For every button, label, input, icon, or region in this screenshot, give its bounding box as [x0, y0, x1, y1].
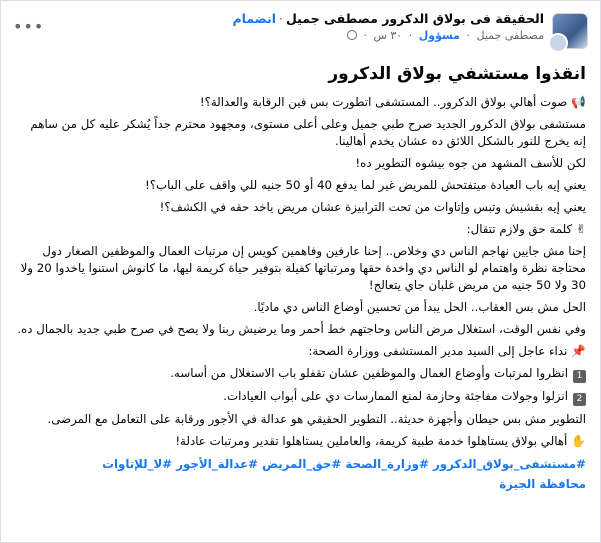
author-name-link[interactable]: مصطفى جميل	[476, 29, 544, 42]
post-paragraph: مستشفى بولاق الدكرور الجديد صرح طبي جميل وعلى أعلى مستوى، ومجهود محترم جداً يُشكر عليه كل من ساهم إنه يخرج للنور بالشكل اللائق ده عشان يخدم أهالينا.	[30, 117, 586, 148]
paragraph-text: نداء عاجل إلى السيد مدير المستشفى ووزارة الصحة:	[308, 344, 568, 358]
separator-dot: ·	[408, 29, 413, 42]
post-paragraph: لكن للأسف المشهد من جوه بيشوه التطوير ده!	[355, 156, 586, 170]
separator-dot: ·	[363, 29, 367, 42]
post-paragraph	[15, 343, 586, 360]
separator-dot: ·	[466, 29, 470, 42]
megaphone-icon: 📢	[571, 95, 586, 109]
post-time-link[interactable]: ٣٠ س	[373, 29, 403, 42]
author-avatar[interactable]	[548, 33, 568, 53]
raised-hand-icon: ✋	[571, 434, 586, 448]
post-paragraph	[15, 388, 586, 406]
group-name-link[interactable]: الحقيقة فى بولاق الدكرور مصطفى جميل	[285, 11, 544, 26]
separator-dot: ·	[279, 11, 283, 26]
post-paragraph	[15, 221, 586, 238]
post-paragraph	[15, 365, 586, 383]
more-options-icon[interactable]: •••	[13, 17, 45, 36]
post-paragraph: الحل مش بس العقاب.. الحل يبدأ من تحسين أوضاع الناس دي ماديًا.	[253, 300, 586, 314]
post-paragraph	[15, 94, 586, 111]
location-link[interactable]: محافظة الجيزة	[499, 477, 586, 491]
post-title: انقذوا مستشفي بولاق الدكرور	[328, 64, 586, 84]
post-header	[13, 9, 588, 55]
post-body	[15, 63, 586, 491]
join-button[interactable]: انضمام	[232, 11, 276, 26]
paragraph-text: انزلوا وجولات مفاجئة وحازمة لمنع الممارسات دي على أبواب العيادات.	[223, 389, 568, 403]
hand-icon: ✌	[576, 222, 586, 236]
post-paragraph: يعني إيه بقشيش وتبس وإتاوات من تحت الترابيزة عشان مريض ياخد حقه في الكشف؟!	[159, 200, 586, 214]
post-paragraph	[15, 433, 586, 450]
post-paragraph: يعني إيه باب العيادة ميتفتحش للمريض غير لما يدفع 40 أو 50 جنيه للي واقف على الباب؟!	[144, 178, 586, 192]
hashtags-link[interactable]: #مستشفى_بولاق_الدكرور #وزارة_الصحة #حق_المريض #عدالة_الأجور #لا_للإتاوات	[102, 457, 586, 471]
post-paragraph: إحنا مش جايين نهاجم الناس دي وخلاص.. إحنا عارفين وفاهمين كويس إن مرتبات العمال والموظفين الصغار دول محتاجة نظرة واهتمام لو الناس دي واخدة حقها ومرتباتها كفيلة بتوفير حياة كريمة ليها، ما كانوش استنوا ياخدوا 20 ولا 30 ولا 50 جنيه من مريض غلبان جاي يتعالج!	[20, 244, 586, 292]
post-paragraph: التطوير مش بس حيطان وأجهزة حديثة.. التطوير الحقيقي هو عدالة في الأجور ورقابة على التعامل مع المرضى.	[47, 412, 586, 426]
number-one-icon: 1	[573, 370, 586, 383]
number-two-icon: 2	[573, 393, 586, 406]
paragraph-text: كلمة حق ولازم تتقال:	[466, 222, 573, 236]
admin-badge: مسؤول	[418, 29, 460, 42]
paragraph-text: أهالي بولاق يستاهلوا خدمة طبية كريمة، والعاملين يستاهلوا تقدير ومرتبات عادلة!	[175, 434, 568, 448]
paragraph-text: انظروا لمرتبات وأوضاع العمال والموظفين عشان تقفلو باب الاستغلال من أساسه.	[170, 366, 568, 380]
post-paragraph: وفي نفس الوقت، استغلال مرض الناس وحاجتهم خط أحمر وما يرضيش ربنا ولا يصح في صرح طبي جديد بالجمال ده.	[17, 322, 586, 336]
paragraph-text: صوت أهالي بولاق الدكرور.. المستشفى اتطورت بس فين الرقابة والعدالة؟!	[199, 95, 568, 109]
globe-icon	[347, 30, 357, 40]
pin-icon: 📌	[571, 344, 586, 358]
